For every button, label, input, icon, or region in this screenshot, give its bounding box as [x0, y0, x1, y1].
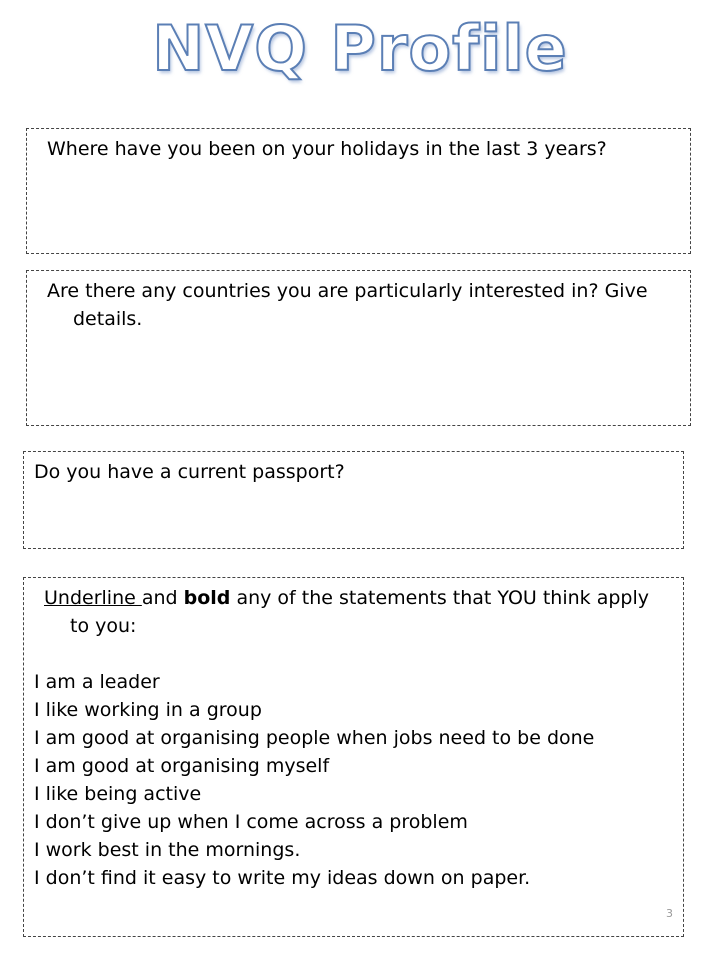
statement-item[interactable]: I am good at organising people when jobs need to be done — [34, 727, 595, 749]
question-passport: Do you have a current passport? — [34, 461, 345, 483]
instruction-underline-word: Underline — [44, 587, 142, 609]
statement-item[interactable]: I don’t give up when I come across a problem — [34, 811, 468, 833]
question-holidays: Where have you been on your holidays in the last 3 years? — [47, 138, 607, 160]
page-title: NVQ Profile — [152, 12, 568, 85]
statement-item[interactable]: I don’t find it easy to write my ideas down on paper. — [34, 867, 531, 889]
statements-box[interactable] — [23, 577, 684, 937]
question-box-countries[interactable] — [26, 270, 691, 426]
statement-item[interactable]: I work best in the mornings. — [34, 839, 301, 861]
question-countries: Are there any countries you are particularly interested in? Give details. — [47, 280, 648, 330]
question-box-passport[interactable] — [23, 451, 684, 549]
page-number: 3 — [666, 907, 673, 920]
instruction-rest: any of the statements that YOU think apply to you: — [70, 587, 649, 637]
statement-item[interactable]: I like working in a group — [34, 699, 262, 721]
statements-instruction — [34, 584, 673, 640]
instruction-and: and — [141, 587, 184, 609]
instruction-bold-word: bold — [183, 587, 231, 609]
question-box-holidays[interactable] — [26, 128, 691, 254]
statement-item[interactable]: I am good at organising myself — [34, 755, 330, 777]
statement-item[interactable]: I am a leader — [34, 671, 160, 693]
statement-item[interactable]: I like being active — [34, 783, 202, 805]
